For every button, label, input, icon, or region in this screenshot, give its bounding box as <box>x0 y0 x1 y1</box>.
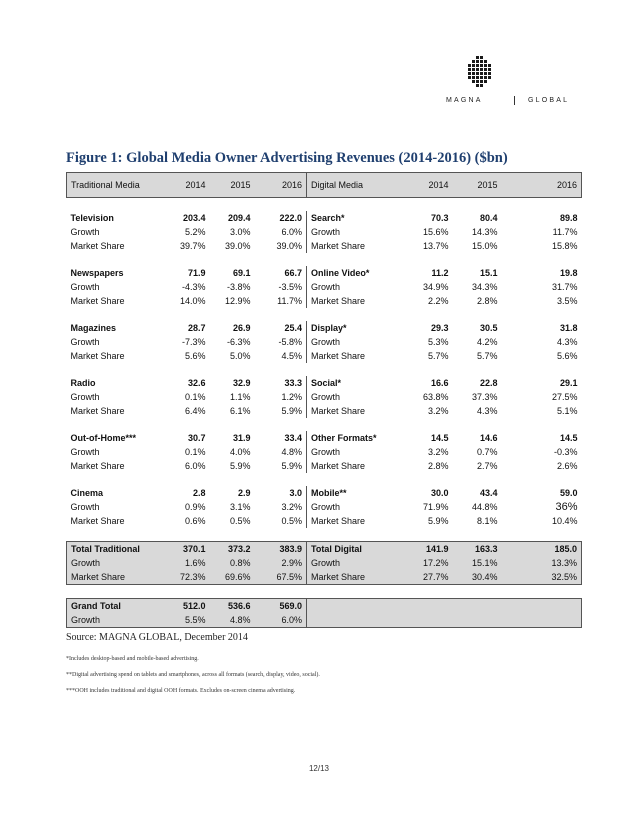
value-cell: 203.4 <box>182 213 206 223</box>
revenue-table <box>66 172 582 628</box>
value-cell: 31.8 <box>559 323 578 333</box>
share-cell: 67.5% <box>255 570 307 585</box>
value-cell: 2.8 <box>192 488 206 498</box>
spacer-row <box>67 585 582 599</box>
spacer-row <box>67 473 582 486</box>
growth-cell: 14.3% <box>471 227 498 237</box>
growth-cell: -3.5% <box>278 282 302 292</box>
growth-cell: 27.5% <box>551 392 578 402</box>
block-3-growth-row <box>67 390 582 404</box>
growth-cell: 15.1% <box>453 556 502 570</box>
share-label: Market Share <box>307 514 404 528</box>
value-cell: 33.4 <box>284 433 302 443</box>
value-cell: 29.3 <box>430 323 449 333</box>
empty-cell <box>307 599 404 614</box>
growth-label: Growth <box>67 613 165 628</box>
growth-cell: 5.5% <box>165 613 210 628</box>
block-0-growth-row <box>67 225 582 239</box>
share-cell: 6.0% <box>184 461 206 471</box>
growth-cell: -4.3% <box>181 282 206 292</box>
share-cell: 4.3% <box>476 406 498 416</box>
totals-value-row <box>67 542 582 557</box>
media-name: Online Video* <box>307 266 404 280</box>
growth-cell: 2.9% <box>255 556 307 570</box>
growth-cell: 36% <box>555 501 578 513</box>
value-cell: 71.9 <box>187 268 206 278</box>
spacer-row <box>67 198 582 212</box>
media-name: Television <box>70 213 114 223</box>
block-5-value-row <box>67 486 582 500</box>
media-name: Total Digital <box>307 542 404 557</box>
share-cell: 2.2% <box>427 296 449 306</box>
figure-title: Figure 1: Global Media Owner Advertising Revenues (2014-2016) ($bn) <box>66 150 508 166</box>
share-cell: 5.9% <box>427 516 449 526</box>
growth-cell: 1.1% <box>229 392 251 402</box>
block-3-share-row <box>67 404 582 418</box>
share-label: Market Share <box>307 349 404 363</box>
spacer-cell <box>67 363 582 376</box>
growth-label: Growth <box>307 390 404 404</box>
value-cell: 69.1 <box>232 268 251 278</box>
share-cell: 39.0% <box>276 241 302 251</box>
value-cell: 31.9 <box>232 433 251 443</box>
spacer-row <box>67 253 582 266</box>
growth-cell: -7.3% <box>181 337 206 347</box>
media-name: Social* <box>307 376 404 390</box>
growth-cell: 4.8% <box>281 447 302 457</box>
media-name: Mobile** <box>307 486 404 500</box>
growth-cell: 0.1% <box>184 392 206 402</box>
value-cell: 163.3 <box>453 542 502 557</box>
growth-cell: 6.0% <box>281 227 302 237</box>
growth-label: Growth <box>70 502 100 512</box>
share-cell: 27.7% <box>404 570 453 585</box>
growth-cell: 34.3% <box>471 282 498 292</box>
share-cell: 39.7% <box>179 241 206 251</box>
growth-cell: 3.2% <box>427 447 449 457</box>
value-cell: 383.9 <box>255 542 307 557</box>
share-label: Market Share <box>67 570 165 585</box>
growth-label: Growth <box>307 280 404 294</box>
share-cell: 14.0% <box>179 296 206 306</box>
empty-cell <box>453 613 502 628</box>
value-cell: 19.8 <box>559 268 578 278</box>
block-3-value-row <box>67 376 582 390</box>
value-cell: 3.0 <box>289 488 302 498</box>
growth-cell: -6.3% <box>226 337 251 347</box>
growth-cell: 1.2% <box>281 392 302 402</box>
share-cell: 10.4% <box>551 516 578 526</box>
growth-label: Growth <box>307 445 404 459</box>
growth-cell: 15.6% <box>422 227 449 237</box>
share-cell: 2.7% <box>476 461 498 471</box>
share-cell: 0.6% <box>184 516 206 526</box>
share-cell: 4.5% <box>281 351 302 361</box>
spacer-cell <box>67 308 582 321</box>
media-name: Newspapers <box>70 268 124 278</box>
growth-cell: 34.9% <box>422 282 449 292</box>
value-cell: 30.0 <box>430 488 449 498</box>
share-label: Market Share <box>70 351 125 361</box>
header-row <box>67 173 582 198</box>
magna-global-logo <box>446 54 596 114</box>
spacer-row <box>67 528 582 542</box>
block-2-share-row <box>67 349 582 363</box>
value-cell: 209.4 <box>227 213 251 223</box>
spacer-cell <box>67 253 582 266</box>
value-cell: 22.8 <box>479 378 498 388</box>
block-0-value-row <box>67 211 582 225</box>
value-cell: 536.6 <box>210 599 255 614</box>
totals-growth-row <box>67 556 582 570</box>
media-name: Grand Total <box>67 599 165 614</box>
growth-cell: 3.2% <box>281 502 302 512</box>
share-cell: 5.1% <box>556 406 578 416</box>
growth-cell: -5.8% <box>278 337 302 347</box>
grand-total-row <box>67 599 582 614</box>
value-cell: 11.2 <box>431 268 449 278</box>
header-cell: 2014 <box>165 173 210 198</box>
media-name: Other Formats* <box>307 431 404 445</box>
growth-cell: 4.2% <box>476 337 498 347</box>
value-cell: 373.2 <box>210 542 255 557</box>
growth-label: Growth <box>307 225 404 239</box>
value-cell: 14.6 <box>479 433 498 443</box>
growth-label: Growth <box>307 556 404 570</box>
block-5-growth-row <box>67 500 582 514</box>
value-cell: 16.6 <box>430 378 449 388</box>
media-name: Out-of-Home*** <box>70 433 136 443</box>
share-cell: 5.9% <box>281 461 302 471</box>
share-cell: 8.1% <box>476 516 498 526</box>
block-2-growth-row <box>67 335 582 349</box>
empty-cell <box>502 613 582 628</box>
empty-cell <box>404 613 453 628</box>
share-label: Market Share <box>307 570 404 585</box>
value-cell: 30.5 <box>479 323 498 333</box>
share-label: Market Share <box>70 516 125 526</box>
share-cell: 5.0% <box>229 351 251 361</box>
value-cell: 185.0 <box>502 542 582 557</box>
value-cell: 26.9 <box>232 323 251 333</box>
growth-cell: 4.3% <box>556 337 578 347</box>
growth-cell: 4.0% <box>229 447 251 457</box>
growth-cell: 37.3% <box>471 392 498 402</box>
growth-cell: 0.1% <box>184 447 206 457</box>
empty-cell <box>453 599 502 614</box>
media-name: Magazines <box>70 323 117 333</box>
growth-cell: -3.8% <box>226 282 251 292</box>
growth-cell: 5.3% <box>427 337 449 347</box>
share-cell: 5.6% <box>184 351 206 361</box>
share-label: Market Share <box>307 239 404 253</box>
growth-label: Growth <box>70 392 100 402</box>
share-cell: 6.4% <box>184 406 206 416</box>
share-cell: 30.4% <box>453 570 502 585</box>
share-cell: 0.5% <box>281 516 302 526</box>
value-cell: 222.0 <box>279 213 302 223</box>
block-1-value-row <box>67 266 582 280</box>
growth-label: Growth <box>67 556 165 570</box>
footnote-3: ***OOH includes traditional and digital OOH formats. Excludes on-screen cinema advertising. <box>66 688 296 694</box>
share-cell: 69.6% <box>210 570 255 585</box>
share-cell: 5.7% <box>427 351 449 361</box>
growth-label: Growth <box>307 335 404 349</box>
header-cell: 2014 <box>404 173 453 198</box>
spacer-row <box>67 418 582 431</box>
media-name: Cinema <box>70 488 104 498</box>
growth-cell: 63.8% <box>422 392 449 402</box>
media-name: Radio <box>70 378 96 388</box>
header-cell: Digital Media <box>307 173 404 198</box>
share-cell: 12.9% <box>224 296 251 306</box>
value-cell: 14.5 <box>430 433 449 443</box>
growth-cell: 11.7% <box>552 227 578 237</box>
growth-label: Growth <box>70 447 100 457</box>
logo-separator <box>514 96 515 105</box>
logo-word-global: GLOBAL <box>528 97 570 104</box>
grand-growth-row <box>67 613 582 628</box>
share-label: Market Share <box>307 294 404 308</box>
source-line: Source: MAGNA GLOBAL, December 2014 <box>66 632 248 643</box>
value-cell: 370.1 <box>165 542 210 557</box>
spacer-cell <box>67 418 582 431</box>
growth-cell: 44.8% <box>471 502 498 512</box>
spacer-row <box>67 363 582 376</box>
value-cell: 25.4 <box>284 323 302 333</box>
growth-cell: 31.7% <box>551 282 578 292</box>
value-cell: 89.8 <box>559 213 578 223</box>
value-cell: 2.9 <box>237 488 251 498</box>
share-cell: 72.3% <box>165 570 210 585</box>
growth-cell: 71.9% <box>422 502 449 512</box>
growth-label: Growth <box>307 500 404 514</box>
spacer-cell <box>67 528 582 542</box>
block-1-share-row <box>67 294 582 308</box>
share-label: Market Share <box>307 404 404 418</box>
block-4-share-row <box>67 459 582 473</box>
share-cell: 3.5% <box>556 296 578 306</box>
block-1-growth-row <box>67 280 582 294</box>
share-cell: 6.1% <box>229 406 251 416</box>
value-cell: 30.7 <box>187 433 206 443</box>
share-cell: 11.7% <box>277 296 302 306</box>
growth-cell: 13.3% <box>502 556 582 570</box>
share-label: Market Share <box>70 461 125 471</box>
growth-label: Growth <box>70 282 100 292</box>
growth-cell: 3.0% <box>229 227 251 237</box>
value-cell: 15.1 <box>479 268 498 278</box>
block-5-share-row <box>67 514 582 528</box>
header-cell: 2016 <box>502 173 582 198</box>
block-2-value-row <box>67 321 582 335</box>
share-cell: 3.2% <box>427 406 449 416</box>
share-cell: 5.9% <box>229 461 251 471</box>
media-name: Search* <box>307 211 404 225</box>
value-cell: 14.5 <box>559 433 578 443</box>
growth-cell: 0.7% <box>476 447 498 457</box>
value-cell: 29.1 <box>559 378 578 388</box>
header-cell: 2015 <box>210 173 255 198</box>
share-cell: 0.5% <box>229 516 251 526</box>
block-0-share-row <box>67 239 582 253</box>
value-cell: 512.0 <box>165 599 210 614</box>
value-cell: 33.3 <box>284 378 302 388</box>
logo-mark-icon <box>446 54 506 98</box>
share-label: Market Share <box>70 406 125 416</box>
share-cell: 13.7% <box>422 241 449 251</box>
footnote-2: **Digital advertising spend on tablets and smartphones, across all formats (search, display, video, social). <box>66 672 320 678</box>
growth-cell: 6.0% <box>255 613 307 628</box>
value-cell: 43.4 <box>479 488 498 498</box>
growth-cell: -0.3% <box>553 447 578 457</box>
spacer-cell <box>67 198 582 212</box>
growth-cell: 17.2% <box>404 556 453 570</box>
spacer-cell <box>67 585 582 599</box>
spacer-cell <box>67 473 582 486</box>
share-cell: 39.0% <box>224 241 251 251</box>
share-cell: 5.9% <box>281 406 302 416</box>
growth-cell: 3.1% <box>229 502 251 512</box>
header-cell: Traditional Media <box>67 173 165 198</box>
growth-label: Growth <box>70 227 100 237</box>
empty-cell <box>404 599 453 614</box>
growth-cell: 5.2% <box>184 227 206 237</box>
value-cell: 32.9 <box>232 378 251 388</box>
media-name: Total Traditional <box>67 542 165 557</box>
media-name: Display* <box>307 321 404 335</box>
logo-word-magna: MAGNA <box>446 97 483 104</box>
share-cell: 2.8% <box>476 296 498 306</box>
share-cell: 15.8% <box>551 241 578 251</box>
value-cell: 59.0 <box>559 488 578 498</box>
value-cell: 32.6 <box>187 378 206 388</box>
share-cell: 2.6% <box>556 461 578 471</box>
growth-cell: 1.6% <box>165 556 210 570</box>
growth-label: Growth <box>70 337 100 347</box>
share-cell: 5.7% <box>476 351 498 361</box>
value-cell: 569.0 <box>255 599 307 614</box>
share-label: Market Share <box>70 296 125 306</box>
value-cell: 80.4 <box>479 213 498 223</box>
page-number: 12/13 <box>308 764 330 773</box>
share-cell: 32.5% <box>502 570 582 585</box>
empty-cell <box>502 599 582 614</box>
block-4-growth-row <box>67 445 582 459</box>
value-cell: 70.3 <box>430 213 449 223</box>
header-cell: 2015 <box>453 173 502 198</box>
value-cell: 28.7 <box>187 323 206 333</box>
header-cell: 2016 <box>255 173 307 198</box>
share-label: Market Share <box>70 241 125 251</box>
share-cell: 5.6% <box>556 351 578 361</box>
totals-share-row <box>67 570 582 585</box>
block-4-value-row <box>67 431 582 445</box>
share-cell: 2.8% <box>427 461 449 471</box>
growth-cell: 0.8% <box>210 556 255 570</box>
value-cell: 141.9 <box>404 542 453 557</box>
empty-cell <box>307 613 404 628</box>
footnote-1: *Includes desktop-based and mobile-based advertising. <box>66 656 199 662</box>
spacer-row <box>67 308 582 321</box>
share-label: Market Share <box>307 459 404 473</box>
growth-cell: 0.9% <box>184 502 206 512</box>
value-cell: 66.7 <box>284 268 302 278</box>
growth-cell: 4.8% <box>210 613 255 628</box>
share-cell: 15.0% <box>471 241 498 251</box>
